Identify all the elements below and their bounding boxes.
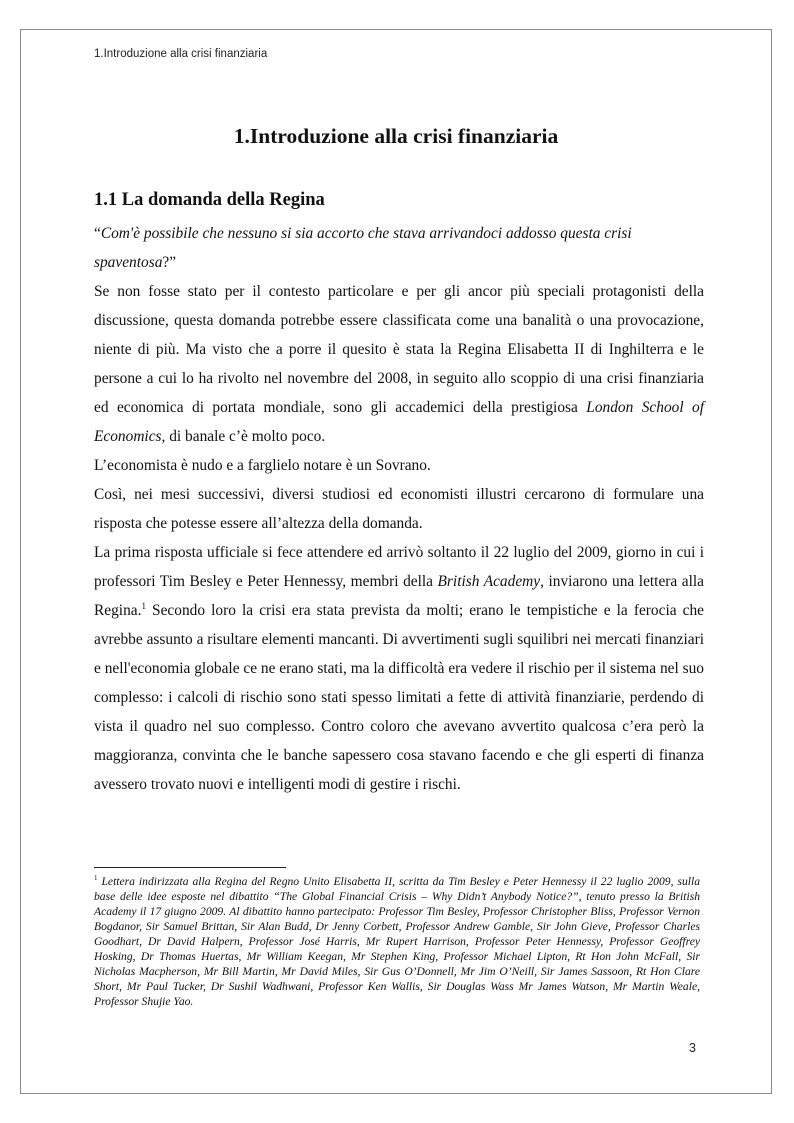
body-text: [94, 219, 704, 799]
paragraph-4-mid: , inviarono una lettera alla Regina.: [94, 573, 704, 619]
footnote-text: Lettera indirizzata alla Regina del Regno Unito Elisabetta II, scritta da Tim Besley e Peter Hennessy il 22 luglio 2009, sulla base delle idee esposte nel dibattito “The Global Financial Crisis – Why Didn’t Anybody Notice?”, tenuto presso la British Academy il 17 giugno 2009. Al dibattito hanno partecipato: Professor Tim Besley, Professor Christopher Bliss, Professor Vernon Bogdanor, Sir Samuel Brittan, Sir Alan Budd, Dr Jenny Corbett, Professor Andrew Gamble, Sir John Gieve, Professor Charles Goodhart, Dr David Halpern, Professor José Harris, Mr Rupert Harrison, Professor Peter Hennessy, Professor Geoffrey Hosking, Dr Thomas Huertas, Mr William Keegan, Mr Stephen King, Professor Michael Lipton, Rt Hon John McFall, Sir Nicholas Macpherson, Mr Bill Martin, Mr David Miles, Sir Gus O’Donnell, Mr Jim O’Neill, Sir James Sassoon, Rt Hon Clare Short, Mr Paul Tucker, Dr Sushil Wadhwani, Professor Ken Wallis, Sir Douglas Wass Mr James Watson, Mr Martin Weale, Professor Shujie Yao.: [94, 875, 700, 1008]
paragraph-4: [94, 538, 704, 799]
running-header: 1.Introduzione alla crisi finanziaria: [94, 48, 268, 60]
queen-quote: [94, 219, 704, 277]
lse-name: London School of Economics: [94, 399, 704, 445]
chapter-title: 1.Introduzione alla crisi finanziaria: [233, 124, 559, 148]
paragraph-1: [94, 277, 704, 451]
quote-open-mark: “: [94, 225, 101, 242]
paragraph-2: L’economista è nudo e a farglielo notare è un Sovrano.: [94, 457, 431, 474]
paragraph-4-end: Secondo loro la crisi era stata prevista da molti; erano le tempistiche e la ferocia che avrebbe assunto a risultare elementi mancanti. Di avvertimenti sugli squilibri nei mercati finanziari e nell'economia globale ce ne erano stati, ma la difficoltà era vedere il rischio per il sistema nel suo complesso: i calcoli di rischio sono stati spesso limitati a fette di attività finanziarie, perdendo di vista il quadro nel suo complesso. Contro coloro che avevano avvertito qualcosa c’era però la maggioranza, convinta che le banche sapessero cosa stavano facendo e che gli esperti di finanza avessero trovato nuovi e intelligenti modi di gestire i rischi.: [94, 602, 704, 793]
paragraph-3: Così, nei mesi successivi, diversi studiosi ed economisti illustri cercarono di formulare una risposta che potesse essere all’altezza della domanda.: [94, 486, 704, 532]
section-title: 1.1 La domanda della Regina: [94, 190, 325, 210]
quote-text: Com'è possibile che nessuno si sia accorto che stava arrivandoci addosso questa crisi spaventosa: [94, 225, 632, 271]
footnote-reference[interactable]: 1: [141, 600, 146, 611]
paragraph-1-text: Se non fosse stato per il contesto particolare e per gli ancor più speciali protagonisti della discussione, questa domanda potrebbe essere classificata come una banalità o una provocazione, niente di più. Ma visto che a porre il quesito è stata la Regina Elisabetta II di Inghilterra e le persone a cui lo ha rivolto nel novembre del 2008, in seguito allo scoppio di una crisi finanziaria ed economica di portata mondiale, sono gli accademici della prestigiosa: [94, 283, 704, 416]
footnote-number: 1: [94, 874, 98, 883]
paragraph-1-end: , di banale c’è molto poco.: [161, 428, 326, 445]
footnote-separator: [94, 867, 286, 868]
quote-close-mark: ?”: [162, 254, 177, 271]
page-number: 3: [689, 1041, 696, 1055]
british-academy-name: British Academy: [437, 573, 541, 590]
paragraph-4-text: La prima risposta ufficiale si fece attendere ed arrivò soltanto il 22 luglio del 2009, giorno in cui i professori Tim Besley e Peter Hennessy, membri della: [94, 544, 704, 590]
footnote: [94, 874, 700, 1009]
